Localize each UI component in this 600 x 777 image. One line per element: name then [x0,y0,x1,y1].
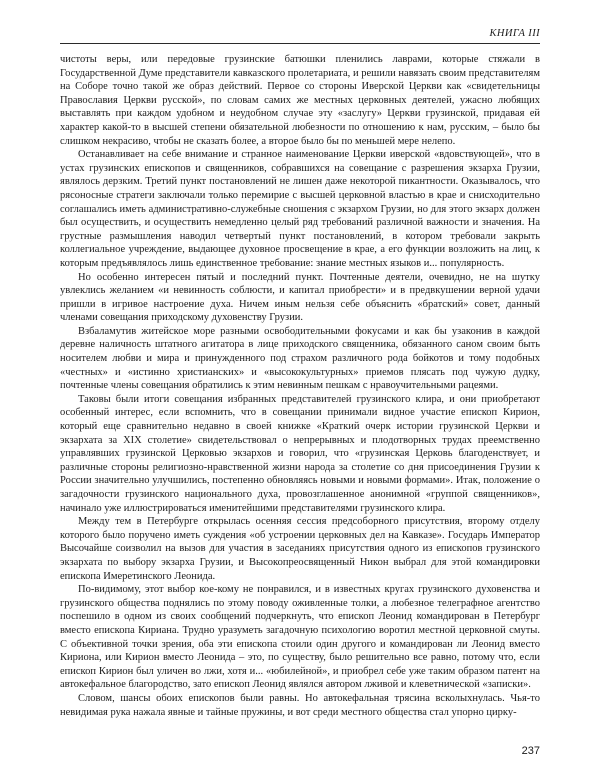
running-header: КНИГА III [60,27,540,44]
paragraph: Останавливает на себе внимание и странное наименование Церкви иверской «вдовствующей», что в устах грузинских епископов и священников, собравшихся на совещание с разрешения экзарха Грузии, являлось дерзким. Третий пункт постановлений не лишен даже некоторой пикантности. Оказывалось, что рясоносные стратеги заключали только перемирие с высшей церковной властью в крае и снисходительно соглашались иметь административно-служебные сношения с экзархом Грузии, но для этого экзарх должен был осуществить, и осуществить немедленно целый ряд требований различной важности и значения. На грустные размышления наводил четвертый пункт постановлений, в котором требовали закрыть коллегиальное учреждение, выдающее духовное просвещение в крае, а его функции возложить на лиц, к которым предъявлялось лишь единственное требование: знание местных языков и... популярность. [60,149,540,269]
paragraph: По-видимому, этот выбор кое-кому не понравился, и в известных кругах грузинского духовенства и грузинского общества поднялись по этому поводу оживленные толки, а любезное телеграфное агентство поспешило в одном из своих сообщений подчеркнуть, что епископ Леонид командирован в Петербург вместо епископа Кириана. Трудно уразуметь загадочную психологию воротил местной церковной смуты. С объективной точки зрения, оба эти епископа стоили один другого и командирован ли Леонид вместо Кириона, или Кирион вместо Леонида – это, по существу, было решительно все равно, потому что, если епископ Кирион был уличен во лжи, хотя и... «юбилейной», и приобрел себе уже таким образом патент на автокефальное благородство, зато епископ Леонид являлся автором лживой и клеветнической «записки». [60,584,540,691]
page-number: 237 [521,745,540,757]
paragraph: чистоты веры, или передовые грузинские батюшки пленились лаврами, которые стяжали в Государственной Думе представители кавказского пролетариата, и решили навязать своим представителям на Соборе точно такой же образ действий. Первое со стороны Иверской Церкви как «свидетельницы Православия Церкви русской», по словам самих же местных церковных деятелей, ужасно любящих выставлять при каждом удобном и неудобном случае эту «заслугу» Церкви грузинской, придавая ей характер какой-то в высшей степени обязательной любезности по отношению к нам, русским, – было бы слишком некрасиво, чтобы не сказать более, а второе было бы по меньшей мере нелепо. [60,54,540,147]
paragraph: Между тем в Петербурге открылась осенняя сессия предсоборного присутствия, второму отделу которого было поручено иметь суждения «об устроении церковных дел на Кавказе». Государь Император Высочайше соизволил на вызов для участия в заседаниях присутствия одного из епископов грузинского экзархата по выбору экзарха Грузии, и Высокопреосвященный Никон выбрал для этой командировки епископа Имеретинского Леонида. [60,516,540,582]
paragraph: Словом, шансы обоих епископов были равны. Но автокефальная трясина всколыхнулась. Чья-то невидимая рука нажала явные и тайные пружины, и вот среди местного общества стал упорно цирку- [60,692,540,718]
paragraph: Таковы были итоги совещания избранных представителей грузинского клира, и они приобретают особенный интерес, если вспомнить, что в совещании принимали видное участие епископ Кирион, который еще сравнительно недавно в своей книжке «Краткий очерк истории грузинской Церкви и экзархата за XIX столетие» свидетельствовал о непрерывных и плодотворных трудах преемственно управлявших грузинской Церковью экзархов и говорил, что «грузинская Церковь благоденствует, и различные стороны религиозно-нравственной жизни народа за столетие со дня присоединения Грузии к России значительно улучшились, постепенно обновляясь новыми и новыми формами». Итак, положение о загадочности грузинского национального духа, провозглашенное анонимной «группой священников», начинало уже иллюстрироваться именитейшими представителями грузинского клира. [60,393,540,514]
body-text [60,53,540,719]
paragraph: Но особенно интересен пятый и последний пункт. Почтенные деятели, очевидно, не на шутку увлеклись желанием «и невинность соблюсти, и капитал приобрести» и в предвкушении верной удачи пришли в игривое настроение духа. Ничем иным нельзя себе объяснить «братский» совет, данный членами совещания приходскому духовенству Грузии. [60,271,540,324]
paragraph: Взбаламутив житейское море разными освободительными фокусами и как бы узаконив в каждой деревне наличность штатного агитатора в лице приходского священника, обязанного саном своим быть носителем любви и мира и принужденного под страхом различного рода бойкотов и тому подобных «честных» и «истинно христианских» и «высококультурных» приемов плясать под чужую дудку, почтенные члены совещания обратились к этим невинным пешкам с нравоучительными рацеями. [60,325,540,392]
